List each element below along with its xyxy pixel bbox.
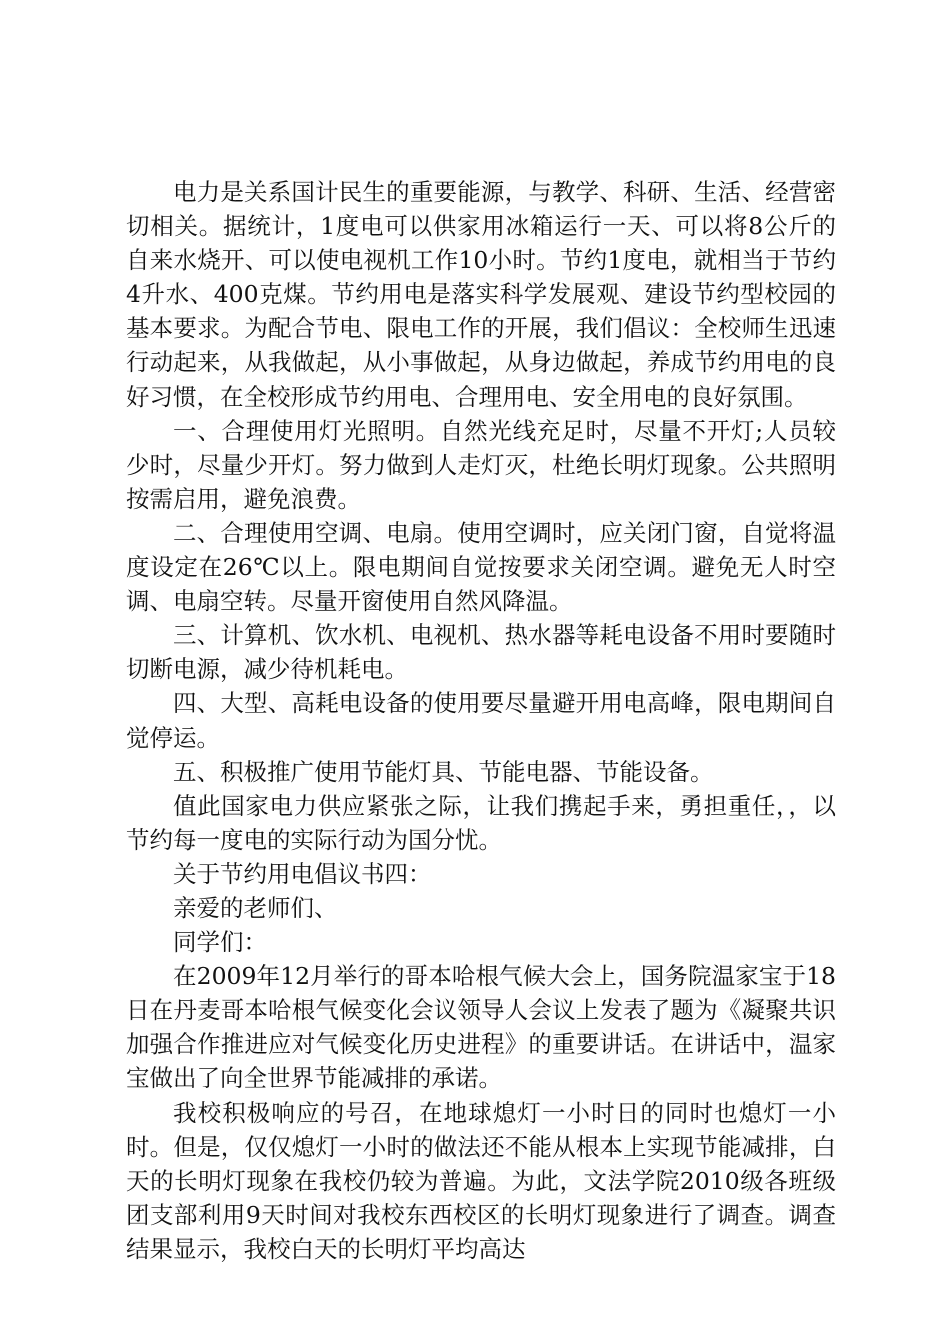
paragraph-item-4: 四、大型、高耗电设备的使用要尽量避开用电高峰，限电期间自觉停运。 [126,689,836,752]
salutation-line-2: 同学们： [173,928,267,957]
paragraph-item-5: 五、积极推广使用节能灯具、节能电器、节能设备。 [173,757,714,786]
salutation-line-1: 亲爱的老师们、 [173,893,338,922]
paragraph-item-2: 二、合理使用空调、电扇。使用空调时，应关闭门窗，自觉将温度设定在26℃以上。限电期间自觉按要求关闭空调。避免无人时空调、电扇空转。尽量开窗使用自然风降温。 [126,518,836,616]
paragraph-closing: 值此国家电力供应紧张之际，让我们携起手来，勇担重任，，以节约每一度电的实际行动为国分忧。 [126,791,836,854]
document-body [126,175,836,1266]
paragraph-item-1: 一、合理使用灯光照明。自然光线充足时，尽量不开灯;人员较少时，尽量少开灯。努力做到人走灯灭，杜绝长明灯现象。公共照明按需启用，避免浪费。 [126,416,836,513]
paragraph-item-3: 三、计算机、饮水机、电视机、热水器等耗电设备不用时要随时切断电源，减少待机耗电。 [126,621,836,684]
paragraph-survey: 我校积极响应的号召，在地球熄灯一小时日的同时也熄灯一小时。但是，仅仅熄灯一小时的做法还不能从根本上实现节能减排，白天的长明灯现象在我校仍较为普遍。为此，文法学院2010级各班级团支部利用9天时间对我校东西校区的长明灯现象进行了调查。调查结果显示，我校白天的长明灯平均高达 [126,1098,836,1263]
paragraph-intro: 电力是关系国计民生的重要能源，与教学、科研、生活、经营密切相关。据统计，1度电可以供家用冰箱运行一天、可以将8公斤的自来水烧开、可以使电视机工作10小时。节约1度电，就相当于节约4升水、400克煤。节约用电是落实科学发展观、建设节约型校园的基本要求。为配合节电、限电工作的开展，我们倡议：全校师生迅速行动起来，从我做起，从小事做起，从身边做起，养成节约用电的良好习惯，在全校形成节约用电、合理用电、安全用电的良好氛围。 [126,178,836,411]
section-heading: 关于节约用电倡议书四： [173,859,432,888]
paragraph-copenhagen: 在2009年12月举行的哥本哈根气候大会上，国务院温家宝于18日在丹麦哥本哈根气候变化会议领导人会议上发表了题为《凝聚共识加强合作推进应对气候变化历史进程》的重要讲话。在讲话中，温家宝做出了向全世界节能减排的承诺。 [126,962,836,1093]
